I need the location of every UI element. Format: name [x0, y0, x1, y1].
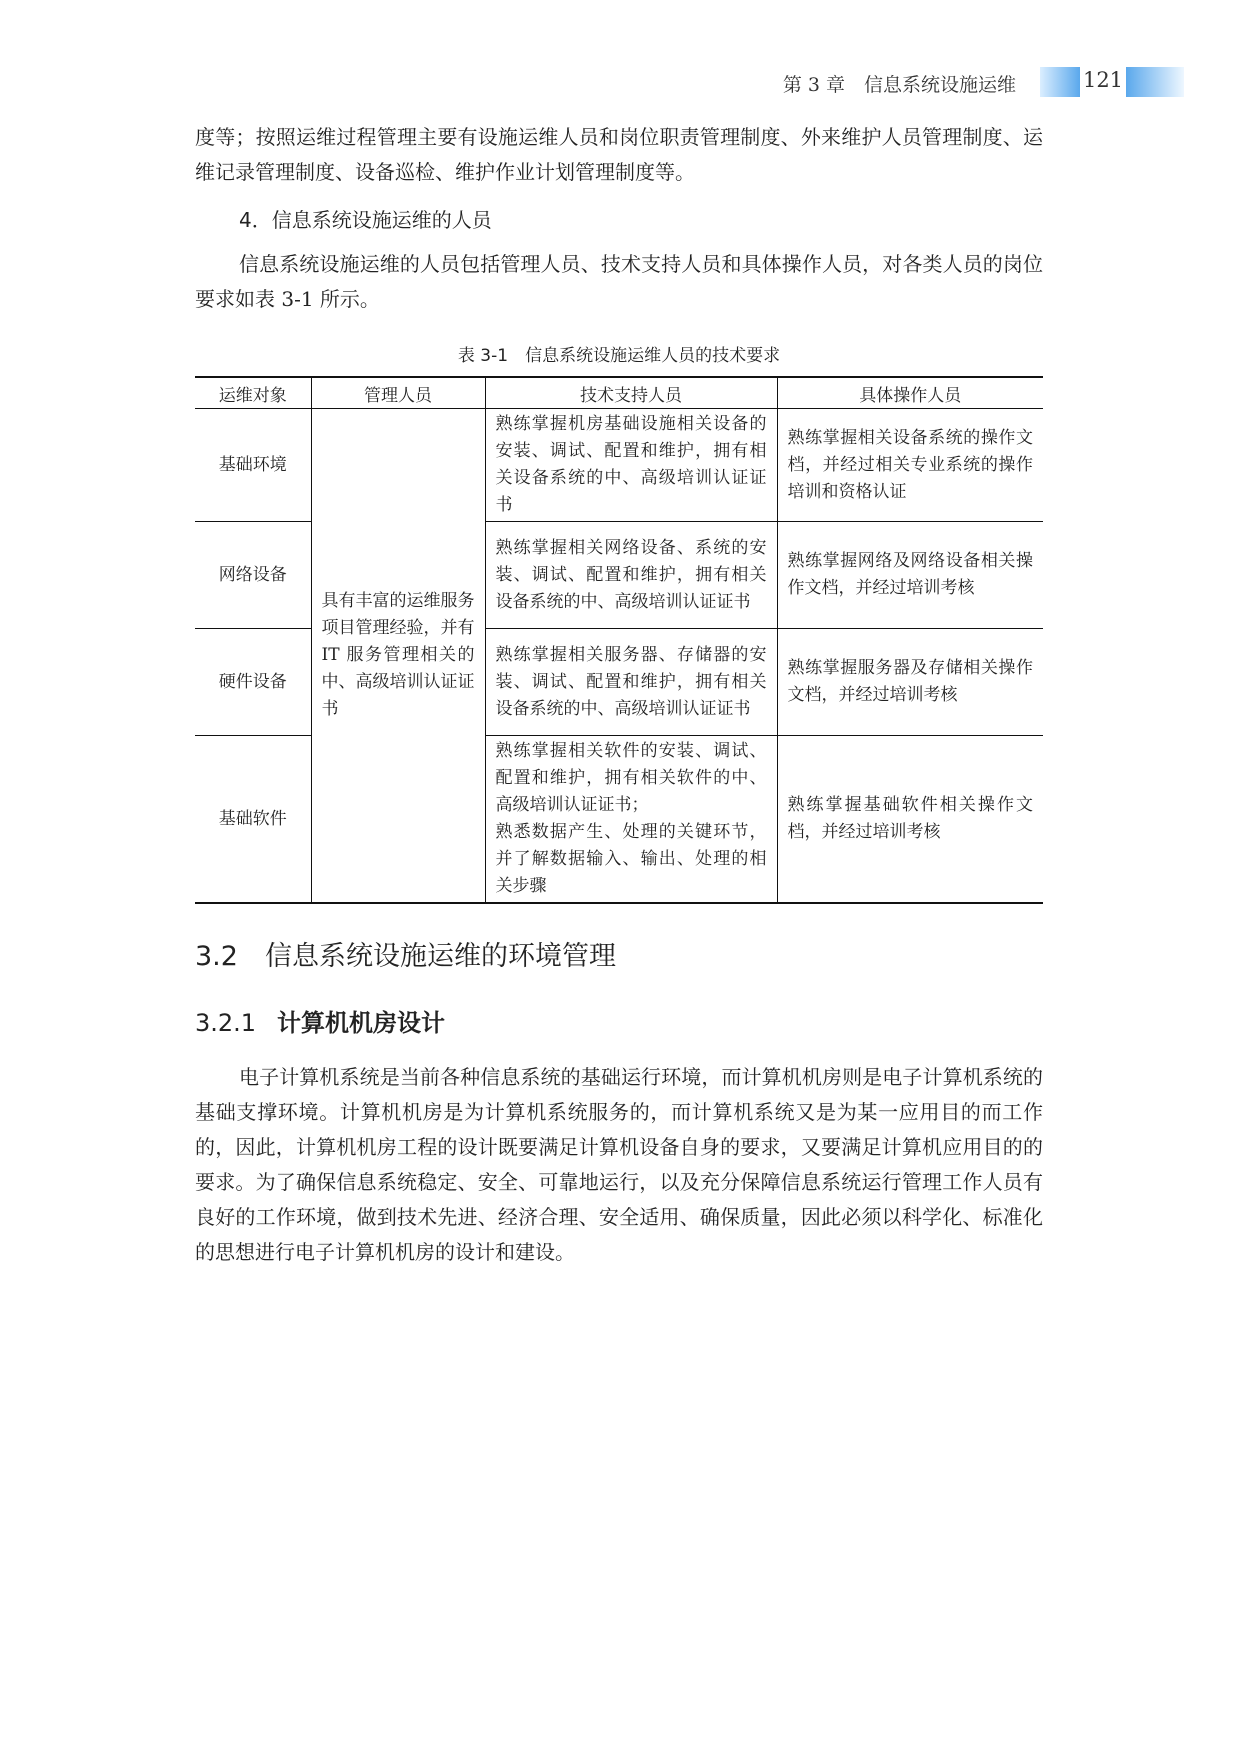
cell-tech-support: 熟练掌握机房基础设施相关设备的安装、调试、配置和维护，拥有相关设备系统的中、高级培训认证证书 — [485, 409, 777, 522]
page-header — [0, 62, 1241, 102]
cell-operator: 熟练掌握服务器及存储相关操作文档，并经过培训考核 — [777, 629, 1043, 736]
intro-paragraph: 度等；按照运维过程管理主要有设施运维人员和岗位职责管理制度、外来维护人员管理制度、运维记录管理制度、设备巡检、维护作业计划管理制度等。 — [195, 125, 1043, 184]
tech-support-line: 熟悉数据产生、处理的关键环节，并了解数据输入、输出、处理的相关步骤 — [495, 822, 767, 896]
subsection-number: 3.2.1 — [195, 1009, 257, 1037]
page-content — [195, 120, 1043, 1270]
header-decor-left — [1040, 67, 1080, 97]
cell-operator: 熟练掌握相关设备系统的操作文档，并经过相关专业系统的操作培训和资格认证 — [777, 409, 1043, 522]
cell-tech-support: 熟练掌握相关服务器、存储器的安装、调试、配置和维护，拥有相关设备系统的中、高级培训认证证书 — [485, 629, 777, 736]
personnel-paragraph: 信息系统设施运维的人员包括管理人员、技术支持人员和具体操作人员，对各类人员的岗位要求如表 3-1 所示。 — [195, 252, 1043, 311]
col-header-operator: 具体操作人员 — [777, 377, 1043, 409]
cell-tech-support — [485, 736, 777, 904]
header-decor-right — [1126, 67, 1184, 97]
cell-operator: 熟练掌握基础软件相关操作文档，并经过培训考核 — [777, 736, 1043, 904]
table-header-row — [195, 377, 1043, 409]
col-header-object: 运维对象 — [195, 377, 311, 409]
tech-support-line: 熟练掌握相关软件的安装、调试、配置和维护，拥有相关软件的中、高级培训认证证书； — [495, 741, 767, 815]
cell-operator: 熟练掌握网络及网络设备相关操作文档，并经过培训考核 — [777, 522, 1043, 629]
cell-management: 具有丰富的运维服务项目管理经验，并有 IT 服务管理相关的中、高级培训认证证书 — [311, 409, 485, 904]
subsection-title: 计算机机房设计 — [277, 1008, 445, 1037]
chapter-title: 第 3 章 信息系统设施运维 — [782, 74, 1016, 96]
col-header-tech-support: 技术支持人员 — [485, 377, 777, 409]
personnel-subheading: 4．信息系统设施运维的人员 — [239, 208, 492, 232]
table-caption: 表 3-1 信息系统设施运维人员的技术要求 — [457, 346, 781, 366]
section-heading — [195, 934, 1043, 973]
cell-object: 硬件设备 — [195, 629, 311, 736]
cell-tech-support: 熟练掌握相关网络设备、系统的安装、调试、配置和维护，拥有相关设备系统的中、高级培训认证证书 — [485, 522, 777, 629]
table-row — [195, 409, 1043, 522]
section-title: 信息系统设施运维的环境管理 — [265, 941, 616, 972]
cell-object: 基础软件 — [195, 736, 311, 904]
section-number: 3.2 — [195, 941, 238, 972]
subsection-heading — [195, 1003, 1043, 1038]
personnel-requirements-table — [195, 376, 1043, 904]
cell-object: 基础环境 — [195, 409, 311, 522]
cell-object: 网络设备 — [195, 522, 311, 629]
subsection-paragraph: 电子计算机系统是当前各种信息系统的基础运行环境，而计算机机房则是电子计算机系统的基础支撑环境。计算机机房是为计算机系统服务的，而计算机系统又是为某一应用目的而工作的，因此，计算机机房工程的设计既要满足计算机设备自身的要求，又要满足计算机应用目的的要求。为了确保信息系统稳定、安全、可靠地运行，以及充分保障信息系统运行管理工作人员有良好的工作环境，做到技术先进、经济合理、安全适用、确保质量，因此必须以科学化、标准化的思想进行电子计算机机房的设计和建设。 — [195, 1065, 1043, 1264]
col-header-management: 管理人员 — [311, 377, 485, 409]
page-number: 121 — [1082, 68, 1124, 92]
